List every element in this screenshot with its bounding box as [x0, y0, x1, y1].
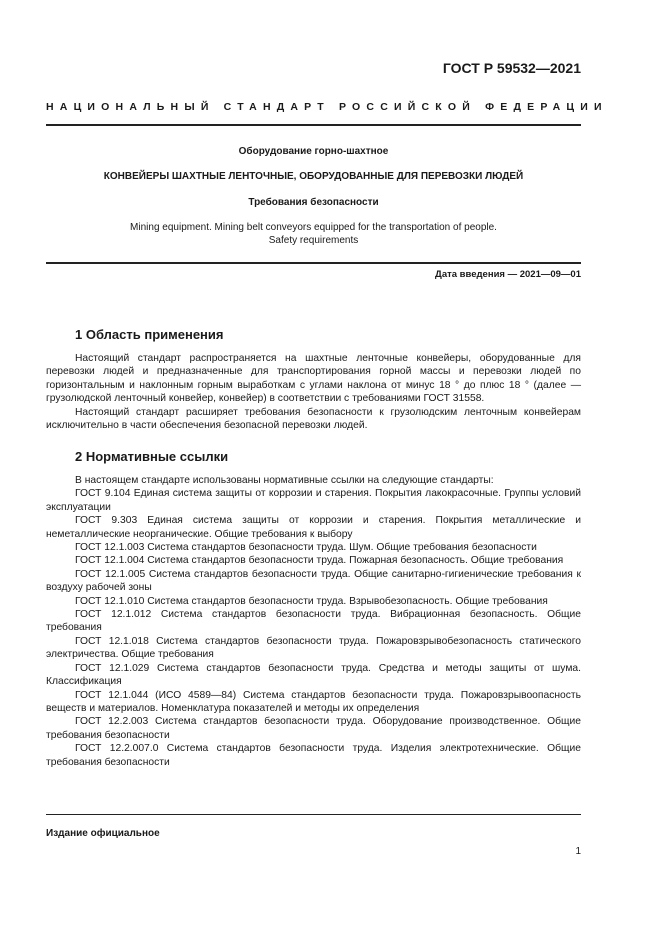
introduction-date: Дата введения — 2021—09—01 [435, 269, 581, 280]
paragraph: Настоящий стандарт распространяется на шахтные ленточные конвейеры, оборудованные для перевозки людей и предназначенные для транспортирования горной массы и перевозки людей по горизонтальным и наклонным горным выработкам с углами наклона от минус 18 ° до плюс 18 ° (далее — грузолюдской ленточный конвейер, конвейер) в соответствии с требованиями ГОСТ 31558. [46, 353, 581, 405]
english-title [46, 221, 581, 247]
page-number: 1 [575, 846, 581, 857]
reference-item: ГОСТ 12.1.018 Система стандартов безопасности труда. Пожаровзрывобезопасность статического электричества. Общие требования [46, 635, 581, 661]
paragraph: Настоящий стандарт расширяет требования безопасности к грузолюдским ленточным конвейерам исключительно в части обеспечения безопасной перевозки людей. [46, 406, 581, 432]
reference-item: ГОСТ 12.1.010 Система стандартов безопасности труда. Взрывобезопасность. Общие требования [75, 595, 548, 607]
reference-item: ГОСТ 12.2.007.0 Система стандартов безопасности труда. Изделия электротехнические. Общие требования безопасности [46, 743, 581, 768]
reference-item: ГОСТ 12.1.044 (ИСО 4589—84) Система стандартов безопасности труда. Пожаровзрывоопасность веществ и материалов. Номенклатура показателей и методы их определения [46, 689, 581, 714]
reference-item: ГОСТ 12.1.029 Система стандартов безопасности труда. Средства и методы защиты от шума. Классификация [46, 662, 581, 688]
edition-label: Издание официальное [46, 828, 160, 839]
title-divider [46, 262, 581, 264]
sub-title: Требования безопасности [248, 197, 379, 208]
reference-item: ГОСТ 12.2.003 Система стандартов безопасности труда. Оборудование производственное. Общие требования безопасности [46, 716, 581, 741]
top-divider [46, 124, 581, 126]
pre-title: Оборудование горно-шахтное [238, 146, 389, 157]
english-title-line-2: Safety requirements [268, 235, 359, 246]
reference-item: ГОСТ 9.303 Единая система защиты от коррозии и старения. Покрытия металлические и неметаллические неорганические. Общие требования к выбору [46, 515, 581, 540]
english-title-line-1: Mining equipment. Mining belt conveyors equipped for the transportation of people. [130, 222, 497, 233]
reference-item: ГОСТ 12.1.004 Система стандартов безопасности труда. Пожарная безопасность. Общие требования [75, 555, 564, 567]
reference-item: ГОСТ 9.104 Единая система защиты от коррозии и старения. Покрытия лакокрасочные. Группы условий эксплуатации [46, 488, 581, 513]
reference-item: ГОСТ 12.1.003 Система стандартов безопасности труда. Шум. Общие требования безопасности [75, 542, 537, 554]
main-title: КОНВЕЙЕРЫ ШАХТНЫЕ ЛЕНТОЧНЫЕ, ОБОРУДОВАННЫЕ ДЛЯ ПЕРЕВОЗКИ ЛЮДЕЙ [103, 171, 524, 182]
footer-divider [46, 814, 581, 815]
reference-item: ГОСТ 12.1.012 Система стандартов безопасности труда. Вибрационная безопасность. Общие требования [46, 609, 581, 634]
paragraph: В настоящем стандарте использованы нормативные ссылки на следующие стандарты: [75, 475, 494, 486]
section-2-body [46, 474, 581, 769]
section-2-heading: 2 Нормативные ссылки [75, 449, 229, 464]
section-1-body [46, 352, 581, 432]
document-number: ГОСТ Р 59532—2021 [442, 60, 581, 76]
reference-item: ГОСТ 12.1.005 Система стандартов безопасности труда. Общие санитарно-гигиенические требования к воздуху рабочей зоны [46, 568, 581, 594]
section-1-heading: 1 Область применения [75, 327, 224, 342]
national-standard-banner: НАЦИОНАЛЬНЫЙ СТАНДАРТ РОССИЙСКОЙ ФЕДЕРАЦИИ [46, 101, 608, 113]
